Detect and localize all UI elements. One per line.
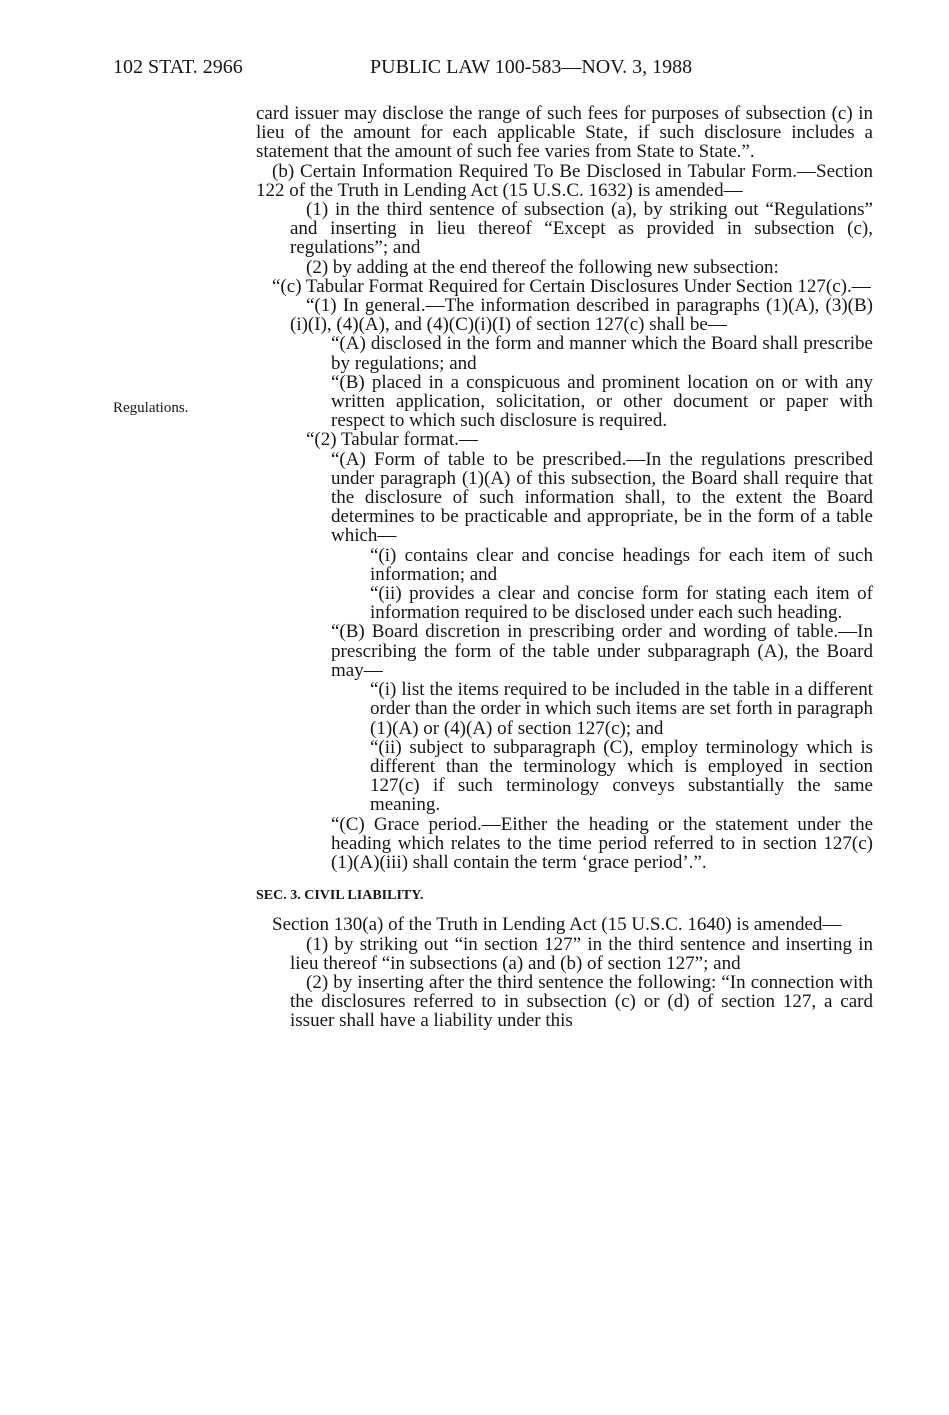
subparagraph-A: “(A) disclosed in the form and manner which the Board shall prescribe by regulations; and — [331, 333, 873, 374]
subparagraph-B-board-discretion: “(B) Board discretion in prescribing order and wording of table.—In prescribing the form of the table under subparagraph (A), the Board may— — [331, 621, 873, 681]
amendment-item-1: (1) in the third sentence of subsection (a), by striking out “Regulations” and inserting in lieu thereof “Except as provided in subsection (c), regulations”; and — [290, 199, 873, 259]
subparagraph-B: “(B) placed in a conspicuous and prominent location on or with any written application, solicitation, or other document or paper with respect to which such disclosure is required. — [331, 371, 873, 432]
paragraph: Section 130(a) of the Truth in Lending Act (15 U.S.C. 1640) is amended— — [272, 914, 842, 936]
section-heading: SEC. 3. CIVIL LIABILITY. — [256, 888, 424, 904]
subparagraph-C-grace-period: “(C) Grace period.—Either the heading or the statement under the heading which relates to the time period referred to in section 127(c)(1)(A)(iii) shall contain the term ‘grace period’.”. — [331, 813, 873, 873]
subsection-b: (b) Certain Information Required To Be Disclosed in Tabular Form.—Section 122 of the Truth in Lending Act (15 U.S.C. 1632) is amended— — [256, 160, 873, 201]
amendment-item-2: (2) by adding at the end thereof the following new subsection: — [306, 256, 779, 278]
clause-ii: “(ii) provides a clear and concise form for stating each item of information required to be disclosed under each such heading. — [370, 583, 873, 624]
margin-note: Regulations. — [113, 400, 189, 416]
amendment-item-1: (1) by striking out “in section 127” in the third sentence and inserting in lieu thereof “in subsections (a) and (b) of section 127”; and — [290, 933, 873, 974]
clause-i: “(i) list the items required to be included in the table in a different order than the order in which such items are set forth in paragraph (1)(A) or (4)(A) of section 127(c); and — [370, 679, 873, 739]
stat-page-number: 102 STAT. 2966 — [113, 56, 243, 78]
subsection-c-heading: “(c) Tabular Format Required for Certain Disclosures Under Section 127(c).— — [272, 275, 871, 297]
page-header — [0, 56, 949, 86]
subparagraph-A-form-of-table: “(A) Form of table to be prescribed.—In the regulations prescribed under paragraph (1)(A) of this subsection, the Board shall require that the disclosure of such information shall, to the extent the Board determines to be practicable and appropriate, be in the form of a table which— — [331, 448, 873, 547]
running-head: PUBLIC LAW 100-583—NOV. 3, 1988 — [370, 56, 693, 78]
paragraph-1-in-general: “(1) In general.—The information described in paragraphs (1)(A), (3)(B)(i)(I), (4)(A), and (4)(C)(i)(I) of section 127(c) shall be— — [290, 295, 873, 336]
paragraph-2-tabular-format: “(2) Tabular format.— — [306, 429, 478, 451]
document-body — [256, 104, 873, 1031]
paragraph: card issuer may disclose the range of such fees for purposes of subsection (c) in lieu of the amount for each applicable State, if such disclosure includes a statement that the amount of such fee varies from State to State.”. — [256, 103, 873, 163]
amendment-item-2: (2) by inserting after the third sentence the following: “In connection with the disclosures referred to in subsection (c) or (d) of section 127, a card issuer shall have a liability under this — [290, 971, 873, 1032]
clause-ii: “(ii) subject to subparagraph (C), employ terminology which is different than the terminology which is employed in section 127(c) if such terminology conveys substantially the same meaning. — [370, 736, 873, 816]
clause-i: “(i) contains clear and concise headings for each item of such information; and — [370, 544, 873, 585]
